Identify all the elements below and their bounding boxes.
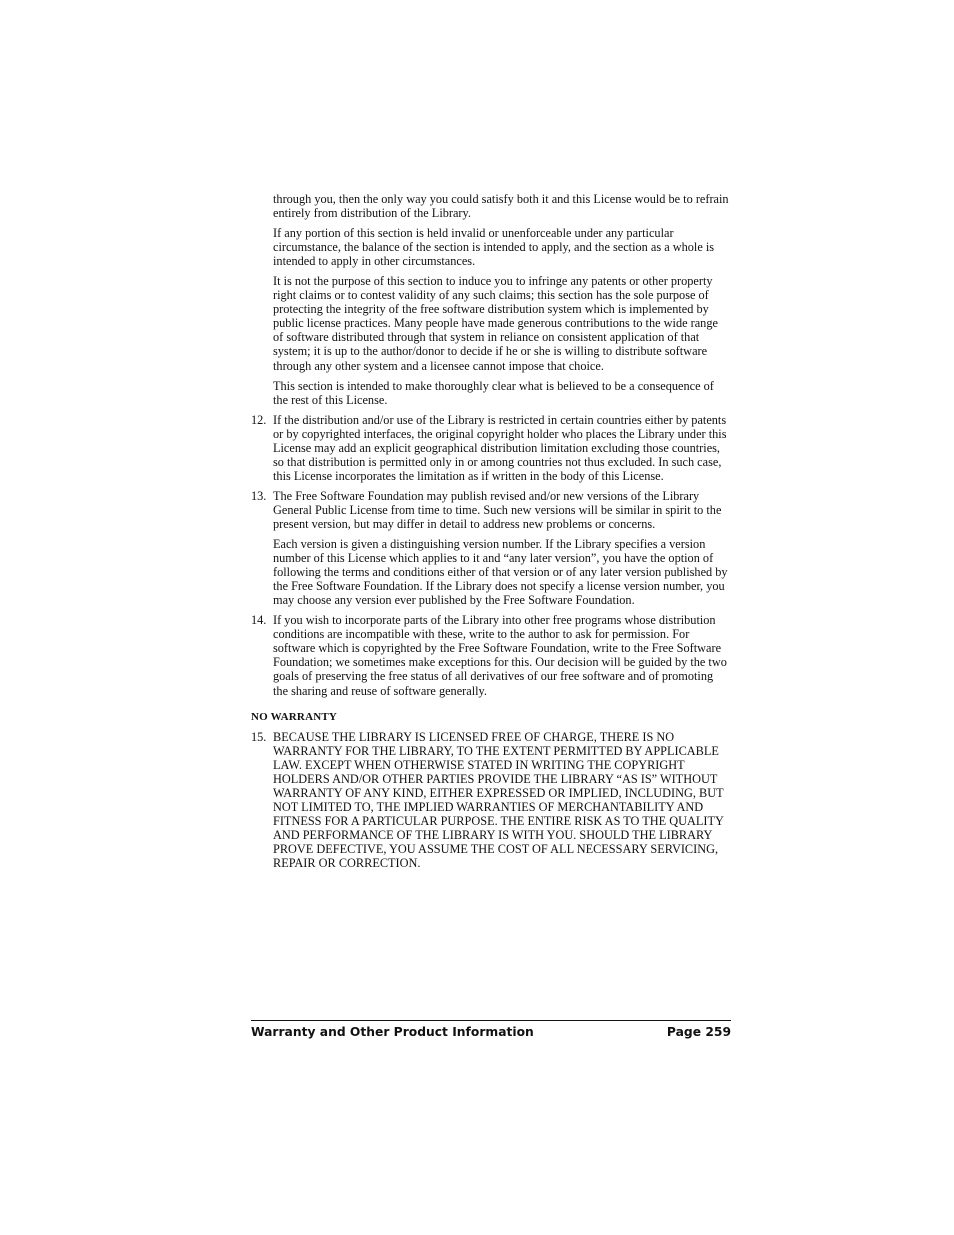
paragraph: This section is intended to make thoroughly clear what is believed to be a consequence of the rest of this License. — [273, 378, 714, 407]
list-item-number: 14. — [251, 613, 267, 628]
list-item-15 — [251, 730, 731, 870]
list-item-continuation: Each version is given a distinguishing version number. If the Library specifies a version number of this License which applies to it and “any later version”, you have the option of following the terms and conditions either of that version or of any later version published by the Free Software Foundation. If the Library does not specify a license version number, you may choose any version ever published by the Free Software Foundation. — [273, 537, 728, 608]
paragraph: It is not the purpose of this section to induce you to infringe any patents or other property right claims or to contest validity of any such claims; this section has the sole purpose of protecting the integrity of the free software distribution system which is implemented by public license practices. Many people have made generous contributions to the wide range of software distributed through that system in reliance on consistent application of that system; it is up to the author/donor to decide if he or she is willing to distribute software through any other system and a licensee cannot impose that choice. — [273, 274, 718, 373]
list-item-13 — [251, 489, 731, 531]
list-item-number: 13. — [251, 488, 267, 503]
page-number: Page 259 — [666, 1025, 731, 1039]
document-body — [251, 192, 731, 876]
section-heading: NO WARRANTY — [251, 710, 338, 723]
footer-rule — [251, 1020, 731, 1021]
page-footer — [251, 1025, 731, 1039]
paragraph: through you, then the only way you could satisfy both it and this License would be to refrain entirely from distribution of the Library. — [273, 192, 729, 221]
list-item-number: 12. — [251, 412, 267, 427]
footer-section-title: Warranty and Other Product Information — [251, 1025, 534, 1039]
list-item-12 — [251, 413, 731, 483]
list-item-text: If the distribution and/or use of the Library is restricted in certain countries either by patents or by copyrighted interfaces, the original copyright holder who places the Library under this License may add an explicit geographical distribution limitation excluding those countries, so that distribution is permitted only in or among countries not thus excluded. In such case, this License incorporates the limitation as if written in the body of this License. — [273, 412, 727, 483]
paragraph: If any portion of this section is held invalid or unenforceable under any particular circumstance, the balance of the section is intended to apply, and the section as a whole is intended to apply in other circumstances. — [273, 226, 715, 269]
list-item-14 — [251, 613, 731, 697]
list-item-number: 15. — [251, 729, 267, 744]
list-item-text: If you wish to incorporate parts of the Library into other free programs whose distribution conditions are incompatible with these, write to the author to ask for permission. For software which is copyrighted by the Free Software Foundation, write to the Free Software Foundation; we sometimes make exceptions for this. Our decision will be guided by the two goals of preserving the free status of all derivatives of our free software and of promoting the sharing and reuse of software generally. — [273, 613, 727, 698]
list-item-text: The Free Software Foundation may publish revised and/or new versions of the Library General Public License from time to time. Such new versions will be similar in spirit to the present version, but may differ in detail to address new problems or concerns. — [273, 488, 722, 531]
list-item-text: BECAUSE THE LIBRARY IS LICENSED FREE OF CHARGE, THERE IS NO WARRANTY FOR THE LIBRARY, TO THE EXTENT PERMITTED BY APPLICABLE LAW. EXCEPT WHEN OTHERWISE STATED IN WRITING THE COPYRIGHT HOLDERS AND/OR OTHER PARTIES PROVIDE THE LIBRARY “AS IS” WITHOUT WARRANTY OF ANY KIND, EITHER EXPRESSED OR IMPLIED, INCLUDING, BUT NOT LIMITED TO, THE IMPLIED WARRANTIES OF MERCHANTABILITY AND FITNESS FOR A PARTICULAR PURPOSE. THE ENTIRE RISK AS TO THE QUALITY AND PERFORMANCE OF THE LIBRARY IS WITH YOU. SHOULD THE LIBRARY PROVE DEFECTIVE, YOU ASSUME THE COST OF ALL NECESSARY SERVICING, REPAIR OR CORRECTION. — [273, 729, 724, 871]
